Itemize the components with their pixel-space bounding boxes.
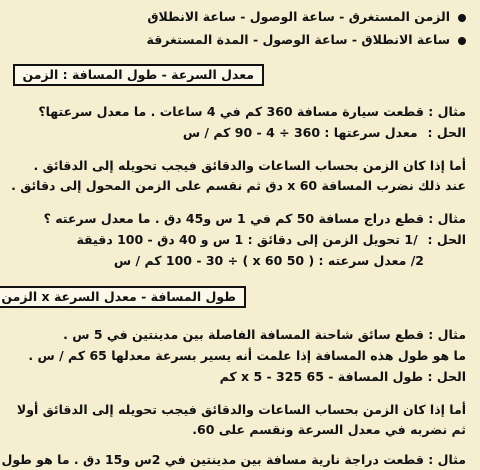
example-2-step-2: 2/ معدل سرعته : ( 50 x 60 ) ÷ 100 - 30 كم / س: [113, 253, 424, 268]
bullet-item-1: الزمن المستغرق - ساعة الوصول - ساعة الانطلاق: [147, 8, 466, 25]
example-1-question: مثال : قطعت سيارة مسافة 360 كم في 4 ساعات . ما معدل سرعتها؟: [38, 104, 466, 119]
example-2-question: مثال : قطع دراج مسافة 50 كم في 1 س و45 دق . ما معدل سرعته ؟: [43, 211, 466, 226]
example-4-question: مثال : قطعت دراجة نارية مسافة بين مدينتين في 2س و15 دق . ما هو طول: [1, 452, 466, 467]
note-2-line-2: ثم نضربه في معدل السرعة ونقسم على 60.: [192, 422, 466, 437]
example-3-question: مثال : قطع سائق شاحنة المسافة الفاصلة بين مدينتين في 5 س .: [63, 327, 466, 342]
example-3-solution: الحل : طول المسافة - 65 x 5 - 325 كم: [219, 369, 466, 384]
note-1-line-2: عند ذلك نضرب المسافة x 60 دق ثم نقسم على الزمن المحول إلى دقائق .: [11, 178, 466, 193]
bullet-dot-icon: [458, 37, 466, 45]
note-1-line-1: أما إذا كان الزمن بحساب الساعات والدقائق فيجب تحويله إلى الدقائق .: [33, 158, 466, 173]
example-3-question-2: ما هو طول هذه المسافة إذا علمت أنه يسير بسرعة معدلها 65 كم / س .: [28, 348, 466, 363]
bullet-dot-icon: [458, 14, 466, 22]
formula-box-speed: معدل السرعة - طول المسافة : الزمن: [13, 64, 265, 86]
formula-box-distance: طول المسافة - معدل السرعة x الزمن: [0, 286, 246, 308]
bullet-item-2: ساعة الانطلاق - ساعة الوصول - المدة المستغرقة: [147, 31, 467, 48]
example-1-solution: الحل : معدل سرعتها : 360 ÷ 4 - 90 كم / س: [182, 125, 466, 140]
example-2-step-1: الحل : /1 تحويل الزمن إلى دقائق : 1 س و 40 دق - 100 دقيقة: [76, 232, 466, 247]
note-2-line-1: أما إذا كان الزمن بحساب الساعات والدقائق فيجب تحويله إلى الدقائق أولا: [16, 402, 466, 417]
